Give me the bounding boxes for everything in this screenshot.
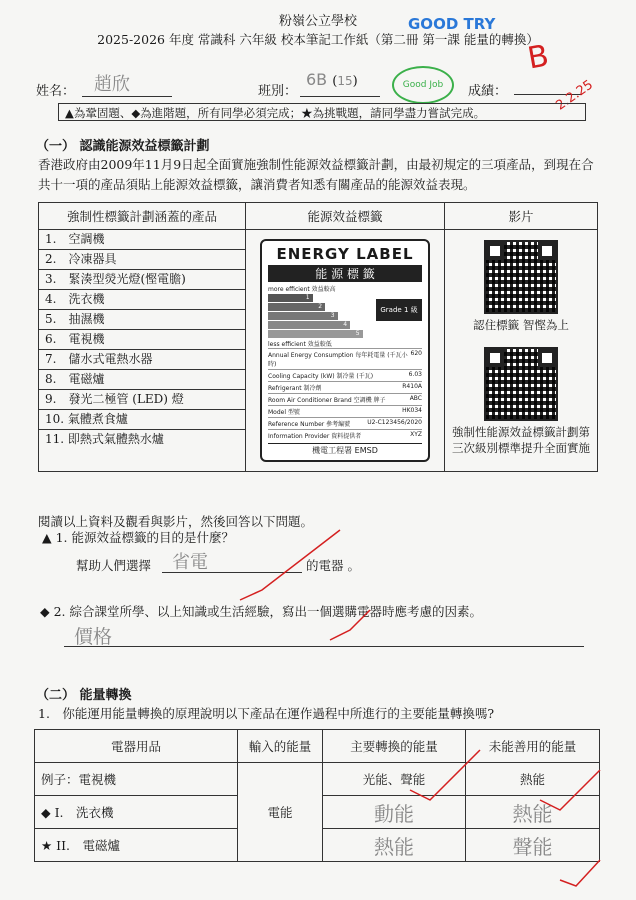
row-appliance: ◆ I. 洗衣機 [35,796,238,829]
class-value: 6B [306,70,328,89]
q1-suffix: 的電器 。 [306,558,360,573]
wasted-energy-answer: 聲能 [512,834,553,859]
label-row-value: 620 [410,350,422,357]
row-wasted-energy: 熱能 [466,763,600,796]
label-row-key: Room Air Conditioner Brand 空調機 牌子 [268,397,386,404]
table-header-products: 強制性標籤計劃涵蓋的產品 [39,203,246,230]
question-1: ▲ 1. 能源效益標籤的目的是什麼？ [42,530,234,545]
video2-caption: 強制性能源效益標籤計劃第三次級別標準提升全面實施 [452,425,590,455]
grade-bar-5: 5 [268,330,363,338]
grade-mark: B [525,38,552,77]
section1-intro: 香港政府由2009年11月9日起全面實施強制性能源效益標籤計劃，由最初規定的三項產品，到現在合共十一項的產品須貼上能源效益標籤，讓消費者知悉有關產品的能源效益表現。 [38,157,594,192]
grade-bar-2: 2 [268,303,325,311]
section1-title: （一） 認識能源效益標籤計劃 [36,139,210,154]
product-item: 7. 儲水式電熱水器 [39,350,245,370]
check-mark [330,610,370,640]
row-input-energy: 電能 [238,763,323,862]
check-mark [540,770,600,810]
row-main-energy: 光能、聲能 [323,763,466,796]
check-mark [410,750,480,800]
product-item: 10. 氣體煮食爐 [39,410,245,430]
label-row-value: R410A [402,383,422,390]
badge-text: Good Job [402,80,444,90]
section2-title: （二） 能量轉換 [36,688,132,703]
col-input-energy: 輸入的能量 [238,730,323,763]
grade-bar-1: 1 [268,294,313,302]
label-row-value: 6.03 [408,371,422,378]
check-mark [240,530,340,600]
label-row-value: ABC [409,395,422,402]
q2-answer: 價格 [74,626,113,648]
product-item: 8. 電磁爐 [39,370,245,390]
main-energy-answer: 熱能 [374,834,414,859]
label-row-key: Annual Energy Consumption 每年耗電量 (千瓦小時) [268,352,408,368]
score-label: 成績： [468,84,508,99]
product-item: 6. 電視機 [39,330,245,350]
name-value: 趙欣 [94,74,130,95]
check-mark [560,860,600,886]
product-item: 11. 即熱式氣體熱水爐 [45,432,164,446]
energy-label-title: ENERGY LABEL [276,245,414,263]
stamp-text: GOOD TRY [408,15,496,33]
main-energy-answer: 動能 [374,801,414,826]
q1-answer: 省電 [172,552,208,573]
grade-bar-4: 4 [268,321,350,329]
worksheet-subtitle: 2025-2026 年度 常識科 六年級 校本筆記工作紙（第二冊 第一課 能量的轉換） [97,32,539,47]
row-appliance: 例子：電視機 [35,763,238,796]
label-row-value: XYZ [410,431,422,438]
col-wasted-energy: 未能善用的能量 [466,730,600,763]
question-2: ◆ 2. 綜合課堂所學、以上知識或生活經驗，寫出一個選購電器時應考慮的因素。 [40,604,482,619]
label-row-key: Cooling Capacity (kW) 制冷量 (千瓦) [268,373,374,380]
table-header-video: 影片 [445,203,598,230]
col-main-energy: 主要轉換的能量 [323,730,466,763]
q1-prefix: 幫助人們選擇 [76,558,152,573]
product-item: 9. 發光二極管 (LED) 燈 [39,390,245,410]
grade-bar-3: 3 [268,312,338,320]
class-label: 班別： [258,84,298,99]
video1-caption: 認住標籤 智慳為上 [473,318,569,332]
less-efficient-text: less efficient 效益較低 [268,341,332,348]
grade-arrow: Grade 1 級 [376,299,422,321]
more-efficient-text: more efficient 效益較高 [268,286,336,293]
date-mark: 2.2.25 [553,77,596,114]
col-appliance: 電器用品 [35,730,238,763]
product-item: 4. 洗衣機 [39,290,245,310]
label-row-value: U2-C123456/2020 [367,419,422,426]
row-appliance: ★ II. 電磁爐 [35,829,238,862]
label-row-key: Refrigerant 制冷劑 [268,385,322,392]
energy-label-title-zh: 能 源 標 籤 [268,265,422,282]
label-row-key: Model 型號 [268,409,300,416]
label-row-value: HK034 [402,407,422,414]
label-row-key: Information Provider 資料提供者 [268,433,362,440]
questions-instruction: 閱讀以上資料及觀看與影片，然後回答以下問題。 [38,514,314,529]
energy-label-footer: 機電工程署 EMSD [268,443,422,456]
section2-question: 1. 你能運用能量轉換的原理說明以下產品在運作過程中所進行的主要能量轉換嗎? [38,706,495,721]
product-item: 5. 抽濕機 [39,310,245,330]
class-field: 6B (15) [300,70,380,97]
product-item: 3. 緊湊型熒光燈(慳電膽) [39,270,245,290]
legend-box: ▲為鞏固題、◆為進階題，所有同學必須完成；★為挑戰題，請同學盡力嘗試完成。 [58,103,586,121]
wasted-energy-answer: 熱能 [512,801,553,826]
product-item: 1. 空調機 [39,230,245,250]
product-item: 2. 冷凍器具 [39,250,245,270]
table-header-label: 能源效益標籤 [246,203,445,230]
name-label: 姓名： [36,84,76,99]
label-row-key: Reference Number 參考編號 [268,421,351,428]
class-number: 15 [337,74,353,88]
school-name: 粉嶺公立學校 [278,14,357,29]
